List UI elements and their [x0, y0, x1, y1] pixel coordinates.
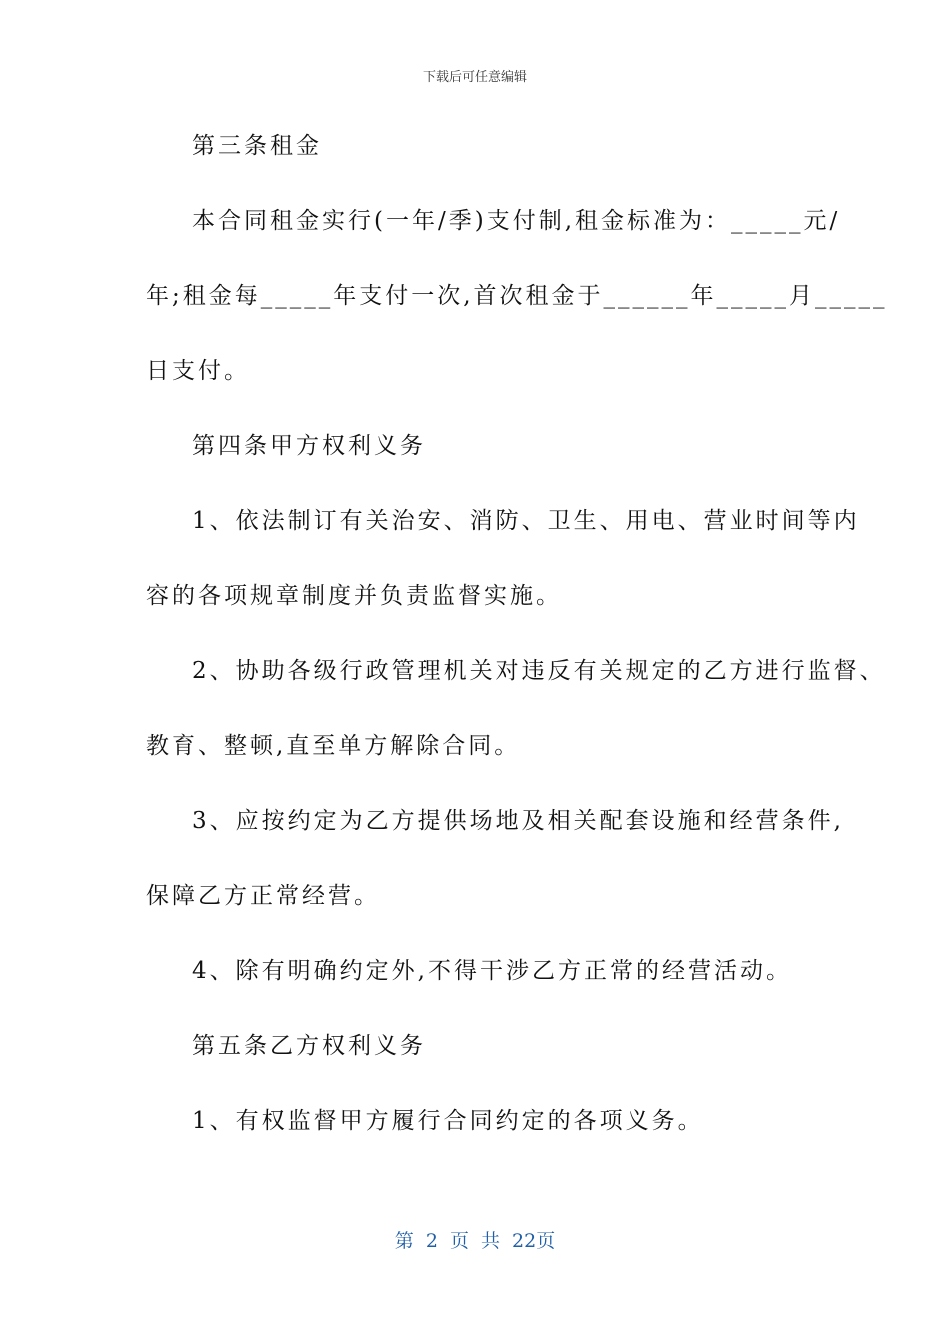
section-heading: 第三条租金 — [192, 133, 322, 159]
header-note: 下载后可任意编辑 — [422, 70, 527, 85]
section-heading: 第五条乙方权利义务 — [192, 1033, 426, 1059]
paragraph-line: 3、应按约定为乙方提供场地及相关配套设施和经营条件, — [192, 808, 844, 834]
page-number: 第 2 页 共 22页 — [394, 1230, 556, 1252]
paragraph-line: 日支付。 — [146, 358, 250, 384]
paragraph-line: 本合同租金实行(一年/季)支付制,租金标准为：_____元/ — [192, 208, 841, 234]
paragraph-line: 1、有权监督甲方履行合同约定的各项义务。 — [192, 1108, 704, 1134]
paragraph-line: 容的各项规章制度并负责监督实施。 — [146, 583, 562, 609]
paragraph-line: 年;租金每_____年支付一次,首次租金于______年_____月_____ — [146, 283, 888, 309]
section-heading: 第四条甲方权利义务 — [192, 433, 426, 459]
paragraph-line: 4、除有明确约定外,不得干涉乙方正常的经营活动。 — [192, 958, 792, 984]
paragraph-line: 2、协助各级行政管理机关对违反有关规定的乙方进行监督、 — [192, 658, 886, 684]
paragraph-line: 保障乙方正常经营。 — [146, 883, 380, 909]
paragraph-line: 教育、整顿,直至单方解除合同。 — [146, 733, 521, 759]
paragraph-line: 1、依法制订有关治安、消防、卫生、用电、营业时间等内 — [192, 508, 860, 534]
